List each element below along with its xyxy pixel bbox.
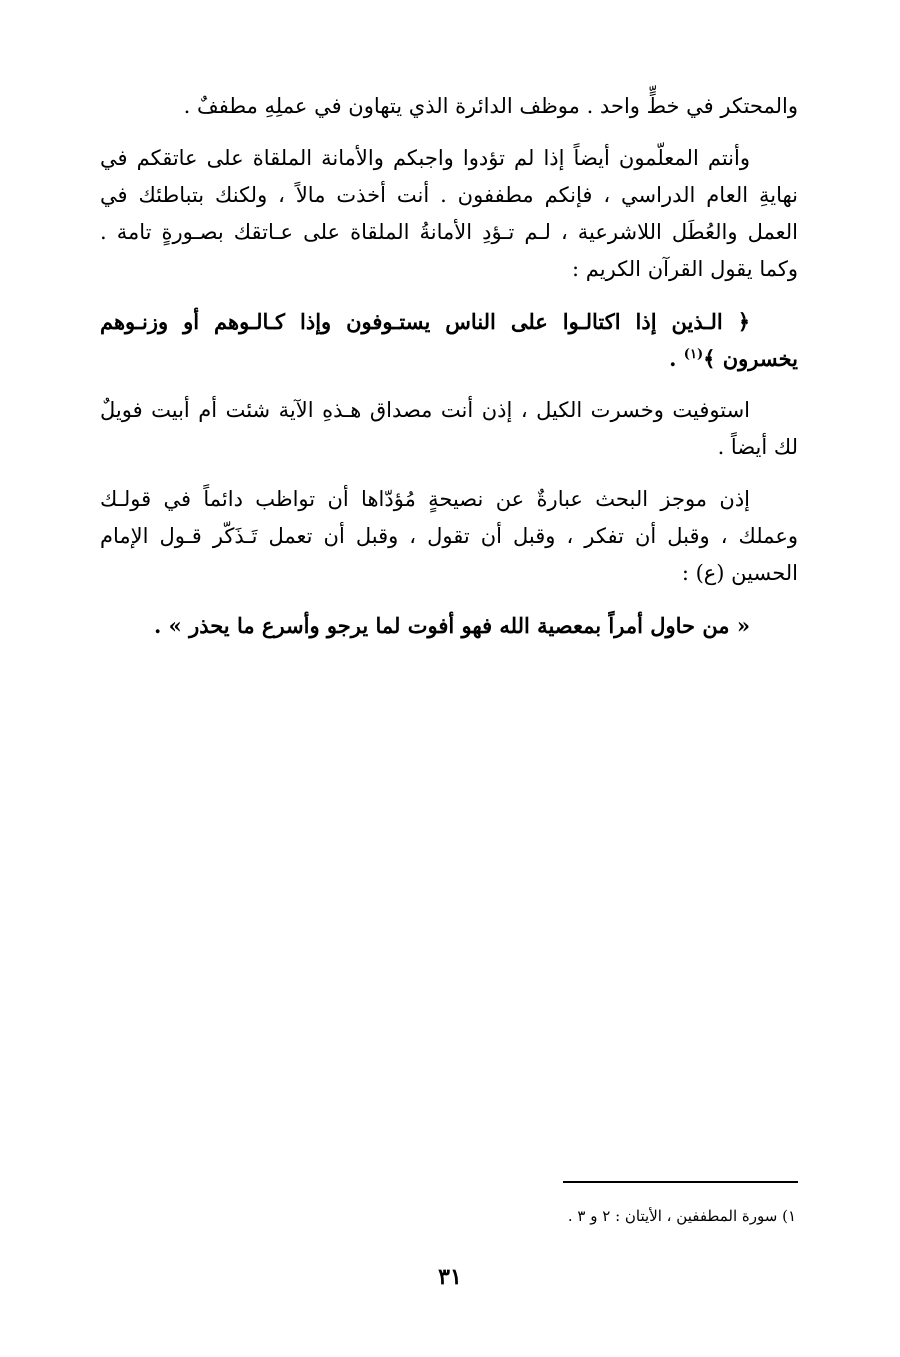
paragraph-2: وأنتم المعلّمون أيضاً إذا لم تؤدوا واجبكم والأمانة الملقاة على عاتقكم في نهايةِ العام الدراسي ، فإنكم مطففون . أنت أخذت مالاً ، ولكنك بتباطئك في العمل والعُطَل اللاشرعية ، لـم تـؤدِ الأمانةُ الملقاة على عـاتقك بصـورةٍ تامة . وكما يقول القرآن الكريم : xyxy=(100,146,798,281)
footnote-reference[interactable]: (١) xyxy=(683,347,704,362)
page-number: ٣١ xyxy=(438,1264,462,1290)
quran-verse xyxy=(100,303,798,377)
paragraph-4: إذن موجز البحث عبارةٌ عن نصيحةٍ مُؤدّاها أن تواظب دائماً في قولـك وعملك ، وقبل أن تفكر ، وقبل أن تقول ، وقبل أن تعمل تَـذَكّر قـول الإمام الحسين (ع) : xyxy=(100,487,798,585)
hadith-quote: « من حاول أمراً بمعصية الله فهو أفوت لما يرجو وأسرع ما يحذر » . xyxy=(154,613,750,638)
paragraph-1: والمحتكر في خطٍّ واحد . موظف الدائرة الذي يتهاون في عملِهِ مطففٌ . xyxy=(183,94,798,118)
paragraph-3: استوفيت وخسرت الكيل ، إذن أنت مصداق هـذهِ الآية شئت أم أبيت فويلٌ لك أيضاً . xyxy=(100,398,798,459)
quran-verse-tail: . xyxy=(669,346,684,371)
footnote-divider xyxy=(563,1181,798,1183)
body-text xyxy=(100,88,798,659)
quran-verse-text: ﴿ الـذين إذا اكتالـوا على الناس يستـوفون وإذا كـالـوهم أو وزنـوهم يخسرون ﴾ xyxy=(100,309,798,371)
footnote: ١) سورة المطففين ، الأيتان : ٢ و ٣ . xyxy=(567,1207,796,1225)
